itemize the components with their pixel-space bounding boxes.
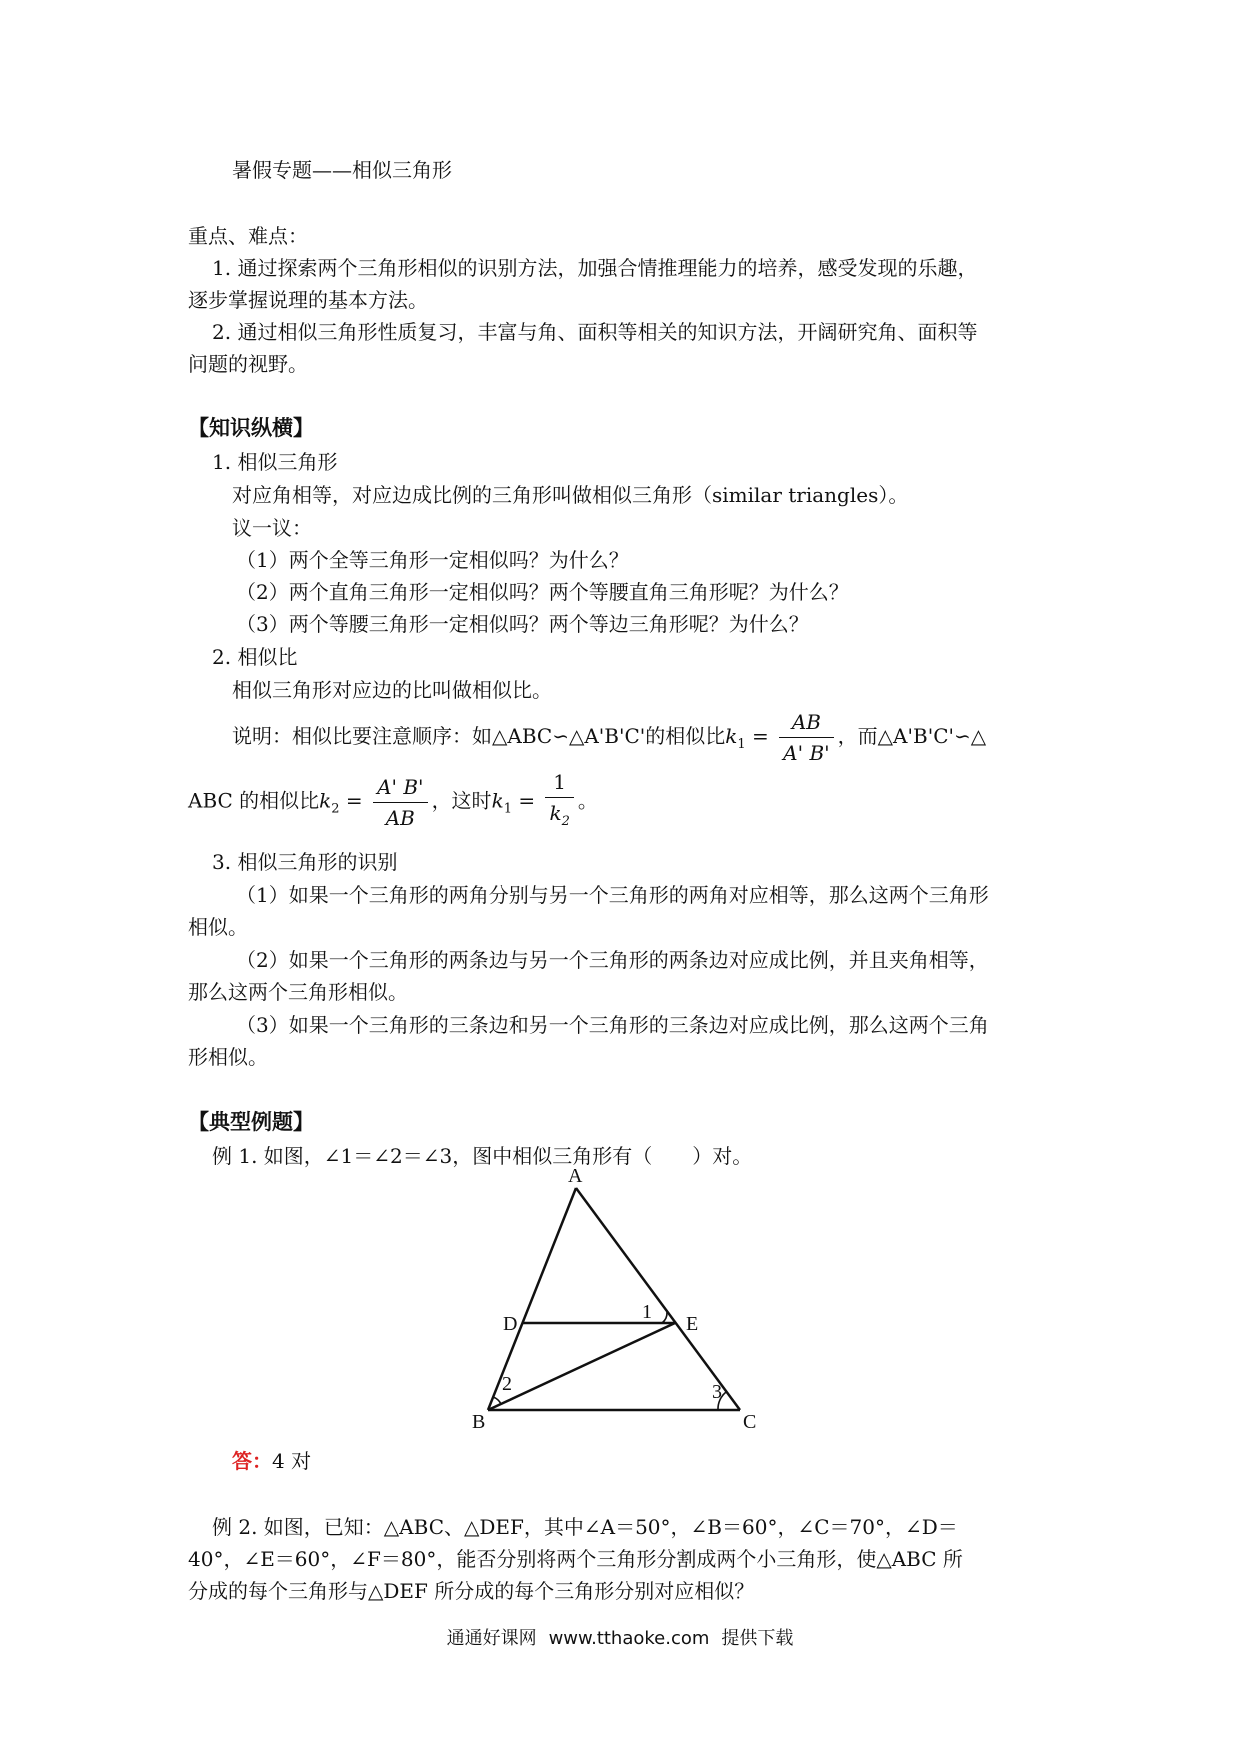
label-angle-3: 3 <box>712 1381 722 1403</box>
example-1-figure <box>430 1160 790 1430</box>
key-point-2b: 问题的视野。 <box>188 352 308 376</box>
k2-variable: k <box>319 788 332 813</box>
answer-value: 4 对 <box>272 1449 312 1473</box>
angle-1-arc <box>662 1312 667 1323</box>
key-points-heading: 重点、难点： <box>188 224 308 248</box>
section-1-title: 1. 相似三角形 <box>212 450 338 474</box>
rule-1b: 相似。 <box>188 915 248 939</box>
rule-3b: 形相似。 <box>188 1045 268 1069</box>
label-b: B <box>472 1411 486 1430</box>
reciprocal-den-sub: 2 <box>561 814 570 829</box>
k1-variable: k <box>725 724 738 748</box>
discuss-q2: （2）两个直角三角形一定相似吗？两个等腰直角三角形呢？为什么？ <box>236 580 849 604</box>
label-c: C <box>743 1411 757 1430</box>
label-a: A <box>568 1165 583 1187</box>
footer-note: 提供下载 <box>721 1628 794 1649</box>
section-2-title: 2. 相似比 <box>212 645 298 669</box>
k2-denominator: AB <box>385 805 415 830</box>
ratio-note-line-2: ABC 的相似比$k_2$ = $\frac{A' B'}{AB}$ ，这时$k_1$ = $\frac{1}{k_2}$ 。 <box>188 770 598 840</box>
discuss-label: 议一议： <box>232 516 312 540</box>
ratio-note2-end: 。 <box>577 788 598 813</box>
reciprocal-fraction <box>545 770 573 834</box>
ratio-note-line-1: 说明：相似比要注意顺序：如△ABC∽△A'B'C'的相似比$k_1$ = $\frac{AB}{A' B'}$ ，而△A'B'C'∽△ <box>232 710 987 765</box>
ratio-note2-mid: ，这时 <box>431 788 492 813</box>
reciprocal-den-var: k <box>549 801 562 825</box>
footer-url[interactable]: www.tthaoke.com <box>548 1628 710 1649</box>
label-e: E <box>686 1313 699 1335</box>
page-title: 暑假专题——相似三角形 <box>232 158 452 182</box>
rule-3a: （3）如果一个三角形的三条边和另一个三角形的三条边对应成比例，那么这两个三角 <box>236 1013 989 1037</box>
ratio-note-prefix: 说明：相似比要注意顺序：如△ABC∽△A'B'C'的相似比 <box>232 724 726 748</box>
knowledge-heading: 【知识纵横】 <box>188 416 314 440</box>
rule-1a: （1）如果一个三角形的两角分别与另一个三角形的两角对应相等，那么这两个三角形 <box>236 883 989 907</box>
section-1-definition: 对应角相等，对应边成比例的三角形叫做相似三角形（similar triangles）。 <box>232 483 909 507</box>
k2-numerator: A' B' <box>373 775 428 803</box>
example-1-answer <box>232 1447 311 1475</box>
key-point-1b: 逐步掌握说理的基本方法。 <box>188 288 428 312</box>
discuss-q3: （3）两个等腰三角形一定相似吗？两个等边三角形呢？为什么？ <box>236 612 809 636</box>
ratio-note-mid: ，而△A'B'C'∽△ <box>837 724 987 748</box>
example-1-text: 例 1. 如图，∠1＝∠2＝∠3，图中相似三角形有（ ）对。 <box>212 1144 753 1168</box>
footer-site: 通通好课网 <box>446 1628 537 1649</box>
label-angle-2: 2 <box>502 1373 512 1395</box>
key-point-1a: 1. 通过探索两个三角形相似的识别方法，加强合情推理能力的培养，感受发现的乐趣， <box>212 256 978 280</box>
k2-fraction <box>373 775 428 830</box>
discuss-q1: （1）两个全等三角形一定相似吗？为什么？ <box>236 548 629 572</box>
footer <box>0 1624 1240 1650</box>
reciprocal-denominator <box>545 798 573 834</box>
example-2-line-3: 分成的每个三角形与△DEF 所分成的每个三角形分别对应相似？ <box>188 1579 755 1603</box>
section-3-title: 3. 相似三角形的识别 <box>212 850 398 874</box>
k1-numerator: AB <box>779 710 834 738</box>
examples-heading: 【典型例题】 <box>188 1110 314 1134</box>
key-point-2a: 2. 通过相似三角形性质复习，丰富与角、面积等相关的知识方法，开阔研究角、面积等 <box>212 320 978 344</box>
ratio-note2-prefix: ABC 的相似比 <box>188 788 320 813</box>
k1-denominator: A' B' <box>783 741 830 765</box>
segment-ac <box>576 1188 740 1410</box>
k1-subscript: 1 <box>737 737 746 752</box>
rule-2b: 那么这两个三角形相似。 <box>188 980 408 1004</box>
k1b-variable: k <box>491 788 504 813</box>
label-angle-1: 1 <box>642 1301 652 1323</box>
label-d: D <box>503 1313 518 1335</box>
section-2-definition: 相似三角形对应边的比叫做相似比。 <box>232 678 552 702</box>
k2-subscript: 2 <box>331 801 340 817</box>
example-2-line-1: 例 2. 如图，已知：△ABC、△DEF，其中∠A＝50°，∠B＝60°，∠C＝70°，∠D＝ <box>212 1515 958 1539</box>
k1-fraction <box>779 710 834 765</box>
answer-label: 答： <box>232 1449 272 1473</box>
k1b-subscript: 1 <box>503 801 512 817</box>
angle-2-arc <box>493 1397 501 1404</box>
rule-2a: （2）如果一个三角形的两条边与另一个三角形的两条边对应成比例，并且夹角相等， <box>236 948 989 972</box>
reciprocal-numerator: 1 <box>545 770 573 798</box>
example-2-line-2: 40°，∠E＝60°，∠F＝80°，能否分别将两个三角形分割成两个小三角形，使△ABC 所 <box>188 1547 963 1571</box>
